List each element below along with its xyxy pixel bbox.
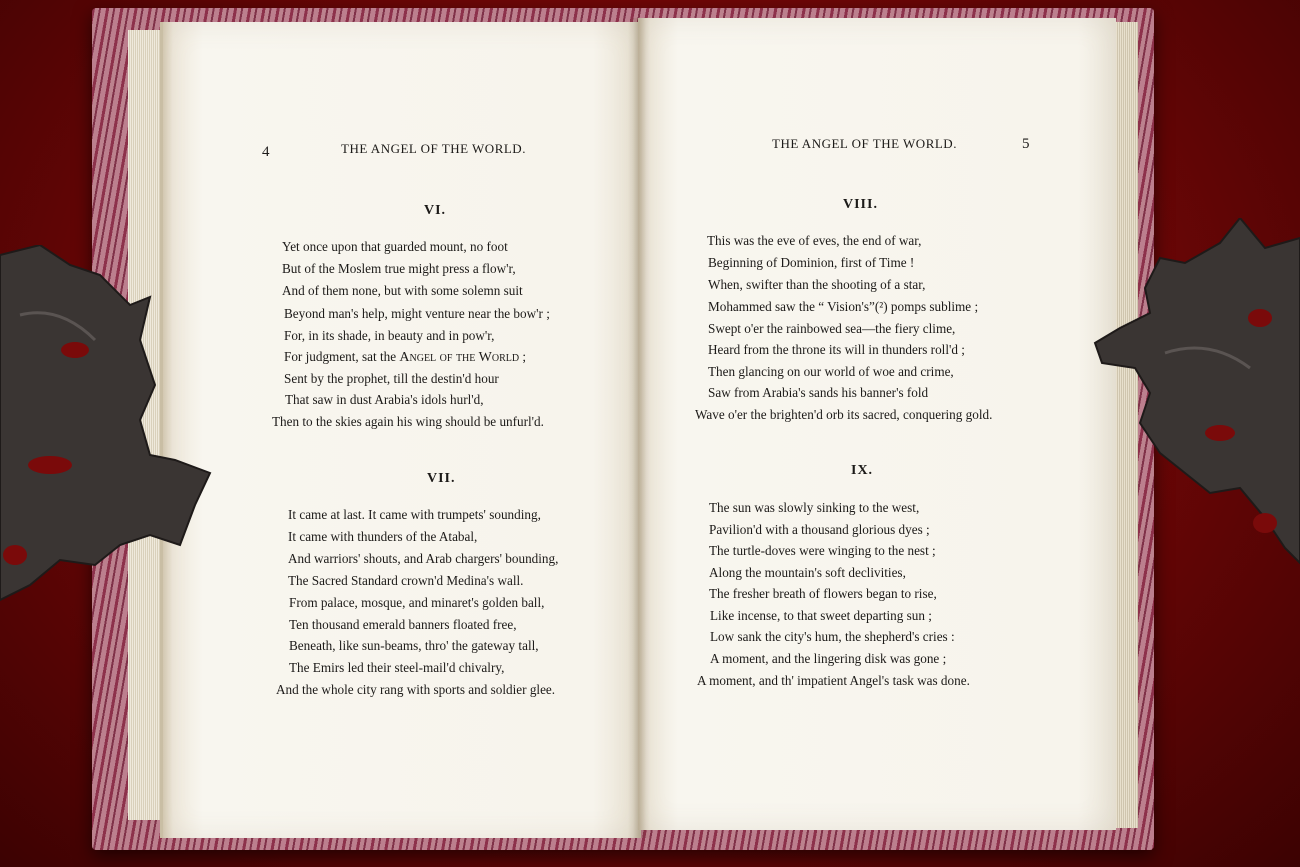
stanza-number-ix: IX. <box>851 463 874 478</box>
poem-line: The sun was slowly sinking to the west, <box>709 500 920 515</box>
poem-line-text: For judgment, sat the Angel of the World ; <box>284 349 527 365</box>
poem-line: Then glancing on our world of woe and crime, <box>708 364 954 379</box>
poem-line: Low sank the city's hum, the shepherd's cries : <box>710 629 955 644</box>
poem-line: Beginning of Dominion, first of Time ! <box>708 255 915 270</box>
poem-line: Beneath, like sun-beams, thro' the gateway tall, <box>289 638 539 653</box>
poem-line: Yet once upon that guarded mount, no foot <box>282 239 508 254</box>
poem-line: This was the eve of eves, the end of war, <box>707 233 922 248</box>
page-number-right: 5 <box>1022 136 1030 152</box>
poem-line: Swept o'er the rainbowed sea—the fiery clime, <box>708 321 956 336</box>
poem-line: For, in its shade, in beauty and in pow'r, <box>284 328 495 343</box>
poem-line: That saw in dust Arabia's idols hurl'd, <box>285 392 484 407</box>
poem-line: Pavilion'd with a thousand glorious dyes ; <box>709 522 930 537</box>
poem-line: The turtle-doves were winging to the nest ; <box>709 543 936 558</box>
stanza-number-viii: VIII. <box>843 197 878 212</box>
poem-line: The Emirs led their steel-mail'd chivalry, <box>289 660 505 675</box>
stanza-number-vi: VI. <box>424 203 447 218</box>
running-head-left: THE ANGEL OF THE WORLD. <box>341 141 526 156</box>
running-head-right: THE ANGEL OF THE WORLD. <box>772 136 957 151</box>
poem-line: Beyond man's help, might venture near the bow'r ; <box>284 306 550 321</box>
poem-line: The fresher breath of flowers began to rise, <box>709 586 937 601</box>
left-page-clip <box>0 245 215 605</box>
poem-line: Heard from the throne its will in thunders roll'd ; <box>708 342 965 357</box>
book-gutter <box>628 18 650 838</box>
poem-line: Ten thousand emerald banners floated free, <box>289 617 517 632</box>
stanza-number-vii: VII. <box>427 471 456 486</box>
poem-line: It came at last. It came with trumpets' sounding, <box>288 507 541 522</box>
poem-line: The Sacred Standard crown'd Medina's wall. <box>288 573 524 588</box>
poem-line: Then to the skies again his wing should be unfurl'd. <box>272 414 544 429</box>
right-page-clip <box>1090 218 1300 583</box>
poem-line: A moment, and the lingering disk was gone ; <box>710 651 947 666</box>
poem-line: And the whole city rang with sports and soldier glee. <box>276 682 556 697</box>
poem-line: Wave o'er the brighten'd orb its sacred, conquering gold. <box>695 407 993 422</box>
poem-line: It came with thunders of the Atabal, <box>288 529 478 544</box>
small-caps-title: Angel of the World <box>399 350 520 365</box>
poem-line: When, swifter than the shooting of a star, <box>708 277 926 292</box>
poem-line: Mohammed saw the “ Vision's”(²) pomps sublime ; <box>708 299 979 314</box>
page-number-left: 4 <box>262 144 270 160</box>
poem-line: Along the mountain's soft declivities, <box>709 565 906 580</box>
poem-line: Saw from Arabia's sands his banner's fold <box>708 385 929 400</box>
poem-line: A moment, and th' impatient Angel's task was done. <box>697 673 970 688</box>
poem-line: From palace, mosque, and minaret's golden ball, <box>289 595 545 610</box>
poem-line: Like incense, to that sweet departing sun ; <box>710 608 932 623</box>
poem-line: But of the Moslem true might press a flow'r, <box>282 261 516 276</box>
poem-line: Sent by the prophet, till the destin'd hour <box>284 371 499 386</box>
poem-line: And of them none, but with some solemn suit <box>282 283 523 298</box>
poem-line: And warriors' shouts, and Arab chargers' bounding, <box>288 551 559 566</box>
poem-line <box>284 349 526 366</box>
